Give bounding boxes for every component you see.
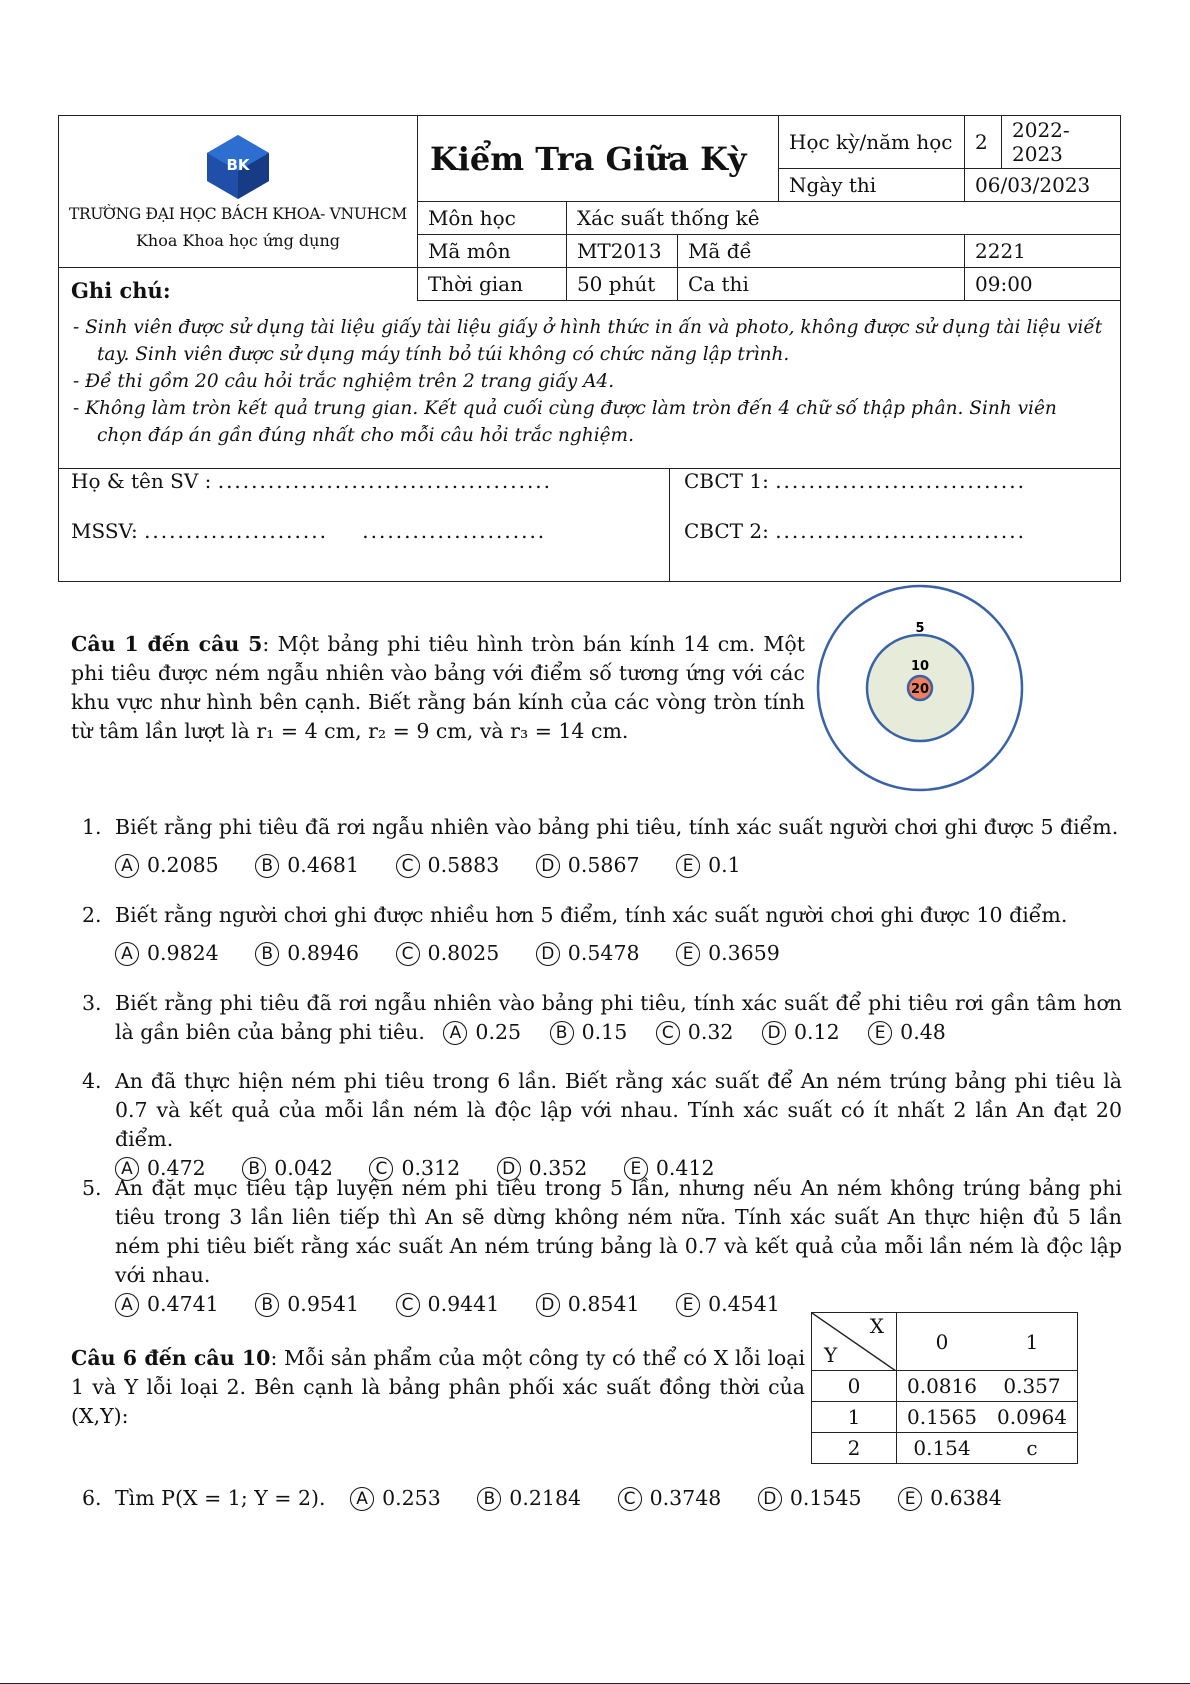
semester-value: 2 xyxy=(965,116,1002,169)
option-e[interactable]: E 0.3659 xyxy=(676,941,780,965)
question-5 xyxy=(82,1174,1122,1319)
option-d[interactable]: D 0.5478 xyxy=(536,941,640,965)
option-a[interactable]: A 0.4741 xyxy=(115,1292,219,1316)
question-number: 4. xyxy=(82,1069,102,1093)
section2-text: : Mỗi sản phẩm của một công ty có thể có X lỗi loại 1 và Y lỗi loại 2. Bên cạnh là bảng phân phối xác suất đồng thời của (X,Y): xyxy=(71,1346,806,1428)
option-e[interactable]: E 0.1 xyxy=(676,853,741,877)
question-number: 1. xyxy=(82,815,102,839)
prob-cell: c xyxy=(987,1433,1078,1464)
question-number: 5. xyxy=(82,1176,102,1200)
proctor2-label: CBCT 2: xyxy=(684,519,769,543)
time-label: Thời gian xyxy=(417,268,566,301)
question-3 xyxy=(82,989,1122,1047)
option-a[interactable]: A 0.472 xyxy=(115,1156,206,1180)
student-name-dots: ........................................ xyxy=(217,469,553,493)
subject-value: Xác suất thống kê xyxy=(566,202,1120,235)
prob-cell: 0.1565 xyxy=(897,1402,988,1433)
session-value: 09:00 xyxy=(965,268,1121,301)
option-b[interactable]: B 0.042 xyxy=(242,1156,333,1180)
option-c[interactable]: C 0.312 xyxy=(369,1156,460,1180)
exam-code-value: 2221 xyxy=(965,235,1121,268)
section2-heading: Câu 6 đến câu 10 xyxy=(71,1346,271,1370)
prob-cell: 0.154 xyxy=(897,1433,988,1464)
university-logo-icon xyxy=(203,133,273,201)
x-axis-label: X xyxy=(869,1314,884,1338)
options xyxy=(115,939,1122,968)
code-label: Mã môn xyxy=(417,235,566,268)
option-d[interactable]: D 0.5867 xyxy=(536,853,640,877)
dartboard-label-5: 5 xyxy=(915,621,925,636)
time-value: 50 phút xyxy=(566,268,677,301)
x-value-1: 1 xyxy=(987,1313,1078,1371)
faculty-name: Khoa Khoa học ứng dụng xyxy=(135,231,340,250)
student-name-label: Họ & tên SV : xyxy=(71,469,212,493)
semester-label: Học kỳ/năm học xyxy=(779,116,965,169)
question-text: An đặt mục tiêu tập luyện ném phi tiêu trong 5 lần, nhưng nếu An ném không trúng bảng phi tiêu trong 3 lần liên tiếp thì An sẽ dừng không ném nữa. Tính xác suất An thực hiện đủ 5 lần ném phi tiêu biết rằng xác suất An ném trúng bảng là 0.7 và kết quả của mỗi lần ném là độc lập với nhau. xyxy=(115,1176,1122,1287)
option-b[interactable]: B 0.2184 xyxy=(477,1486,581,1510)
option-e[interactable]: E 0.6384 xyxy=(898,1486,1002,1510)
y-axis-label: Y xyxy=(824,1343,838,1367)
question-2 xyxy=(82,901,1122,968)
y-value: 1 xyxy=(812,1402,897,1433)
y-value: 0 xyxy=(812,1371,897,1402)
student-name-line[interactable] xyxy=(71,469,552,493)
option-a[interactable]: A 0.25 xyxy=(443,1020,521,1044)
question-4 xyxy=(82,1067,1122,1183)
table-row xyxy=(812,1371,1078,1402)
notes-list xyxy=(73,314,1103,449)
option-d[interactable]: D 0.12 xyxy=(762,1020,840,1044)
subject-label: Môn học xyxy=(417,202,566,235)
exam-title: Kiểm Tra Giữa Kỳ xyxy=(417,116,778,202)
option-e[interactable]: E 0.48 xyxy=(868,1020,946,1044)
dartboard-label-20: 20 xyxy=(910,682,930,697)
option-d[interactable]: D 0.352 xyxy=(497,1156,588,1180)
section1-text: : Một bảng phi tiêu hình tròn bán kính 14 cm. Một phi tiêu được ném ngẫu nhiên vào bảng với điểm số tương ứng với các khu vực như hình bên cạnh. Biết rằng bán kính của các vòng tròn tính từ tâm lần lượt là r₁ = 4 cm, r₂ = 9 cm, và r₃ = 14 cm. xyxy=(71,632,805,743)
logo-text: BK xyxy=(226,156,250,174)
student-id-dots: ...................... xyxy=(144,519,328,543)
options xyxy=(350,1486,1032,1510)
note-item: - Đề thi gồm 20 câu hỏi trắc nghiệm trên 2 trang giấy A4. xyxy=(73,371,615,392)
option-a[interactable]: A 0.9824 xyxy=(115,941,219,965)
dartboard-label-10: 10 xyxy=(910,659,930,674)
option-a[interactable]: A 0.253 xyxy=(350,1486,441,1510)
question-6 xyxy=(82,1484,1122,1513)
option-d[interactable]: D 0.1545 xyxy=(758,1486,862,1510)
option-a[interactable]: A 0.2085 xyxy=(115,853,219,877)
question-text: Biết rằng người chơi ghi được nhiều hơn 5 điểm, tính xác suất người chơi ghi được 10 điểm. xyxy=(115,903,1068,927)
note-item: - Sinh viên được sử dụng tài liệu giấy tài liệu giấy ở hình thức in ấn và photo, không được sử dụng tài liệu viết tay. Sinh viên được sử dụng máy tính bỏ túi không có chức năng lập trình. xyxy=(73,317,1103,365)
proctor1-line[interactable] xyxy=(684,469,1026,493)
university-name: TRƯỜNG ĐẠI HỌC BÁCH KHOA- VNUHCM xyxy=(69,205,407,223)
option-b[interactable]: B 0.9541 xyxy=(255,1292,359,1316)
question-number: 6. xyxy=(82,1486,102,1510)
option-c[interactable]: C 0.5883 xyxy=(396,853,500,877)
proctor2-dots: .............................. xyxy=(775,519,1026,543)
student-id-label: MSSV: xyxy=(71,519,138,543)
option-e[interactable]: E 0.412 xyxy=(624,1156,715,1180)
prob-cell: 0.357 xyxy=(987,1371,1078,1402)
notes-box xyxy=(58,278,1121,469)
table-row xyxy=(812,1433,1078,1464)
date-label: Ngày thi xyxy=(779,169,965,202)
dartboard-figure xyxy=(812,584,1032,792)
option-b[interactable]: B 0.8946 xyxy=(255,941,359,965)
school-info xyxy=(59,116,418,268)
question-number: 2. xyxy=(82,903,102,927)
exam-header xyxy=(58,115,1121,301)
option-c[interactable]: C 0.3748 xyxy=(618,1486,722,1510)
date-value: 06/03/2023 xyxy=(965,169,1121,202)
session-label: Ca thi xyxy=(677,268,964,301)
code-value: MT2013 xyxy=(566,235,677,268)
table-corner-cell xyxy=(812,1313,897,1371)
student-id-dots-2: ...................... xyxy=(362,519,547,543)
question-text: Tìm P(X = 1; Y = 2). xyxy=(115,1486,326,1510)
proctor1-dots: .............................. xyxy=(775,469,1026,493)
question-text: An đã thực hiện ném phi tiêu trong 6 lần. Biết rằng xác suất để An ném trúng bảng phi tiêu là 0.7 và kết quả của mỗi lần ném là độc lập với nhau. Tính xác suất có ít nhất 2 lần An đạt 20 điểm. xyxy=(115,1069,1122,1151)
year-value: 2022-2023 xyxy=(1002,116,1121,169)
y-value: 2 xyxy=(812,1433,897,1464)
signature-box xyxy=(58,468,1121,582)
section2-intro xyxy=(71,1344,805,1431)
question-1 xyxy=(82,813,1122,880)
option-e[interactable]: E 0.4541 xyxy=(676,1292,780,1316)
proctor1-label: CBCT 1: xyxy=(684,469,769,493)
section1-heading: Câu 1 đến câu 5 xyxy=(71,632,263,656)
note-item: - Không làm tròn kết quả trung gian. Kết quả cuối cùng được làm tròn đến 4 chữ số thập phân. Sinh viên chọn đáp án gần đúng nhất cho mỗi câu hỏi trắc nghiệm. xyxy=(73,398,1057,446)
option-c[interactable]: C 0.9441 xyxy=(396,1292,500,1316)
student-id-line[interactable] xyxy=(71,519,546,543)
option-b[interactable]: B 0.15 xyxy=(550,1020,628,1044)
option-b[interactable]: B 0.4681 xyxy=(255,853,359,877)
notes-title: Ghi chú: xyxy=(71,278,171,303)
joint-distribution-table xyxy=(811,1312,1078,1464)
options xyxy=(443,1020,945,1044)
exam-code-label: Mã đề xyxy=(677,235,964,268)
question-text: Biết rằng phi tiêu đã rơi ngẫu nhiên vào bảng phi tiêu, tính xác suất người chơi ghi được 5 điểm. xyxy=(115,815,1119,839)
prob-cell: 0.0964 xyxy=(987,1402,1078,1433)
question-number: 3. xyxy=(82,991,102,1015)
option-d[interactable]: D 0.8541 xyxy=(536,1292,640,1316)
x-value-0: 0 xyxy=(897,1313,988,1371)
table-row xyxy=(812,1402,1078,1433)
question-text: Biết rằng phi tiêu đã rơi ngẫu nhiên vào bảng phi tiêu, tính xác suất để phi tiêu rơi gần tâm hơn là gần biên của bảng phi tiêu. xyxy=(115,991,1122,1044)
option-c[interactable]: C 0.8025 xyxy=(396,941,500,965)
section1-intro xyxy=(71,630,805,746)
option-c[interactable]: C 0.32 xyxy=(656,1020,734,1044)
proctor2-line[interactable] xyxy=(684,519,1026,543)
options xyxy=(115,851,1122,880)
prob-cell: 0.0816 xyxy=(897,1371,988,1402)
